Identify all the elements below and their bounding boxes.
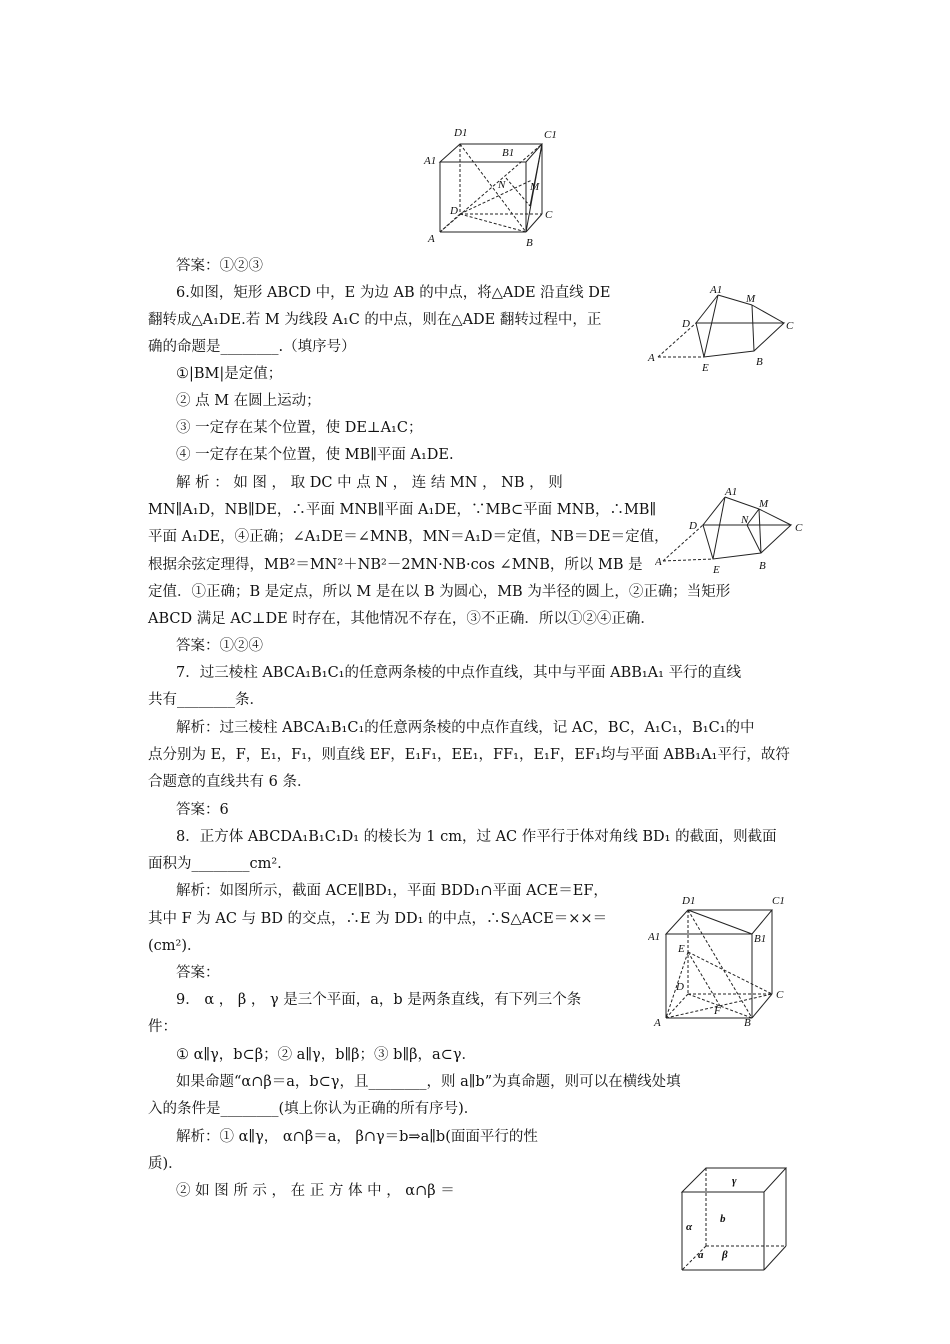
problem-6-line-1: 6.如图，矩形 ABCD 中，E 为边 AB 的中点，将△ADE 沿直线 DE [176,285,611,301]
solution-8-line-2: 其中 F 为 AC 与 BD 的交点，∴E 为 DD₁ 的中点，∴S△ACE＝××＝ [148,911,608,927]
problem-6-option-4: ④ 一定存在某个位置，使 MB∥平面 A₁DE. [176,447,454,463]
label-B1: B1 [502,147,515,159]
problem-6-option-2: ② 点 M 在圆上运动； [176,393,321,409]
label-b: b [720,1213,726,1225]
solution-6-line-2: MN∥A₁D，NB∥DE，∴平面 MNB∥平面 A₁DE，∵MB⊂平面 MNB，∴MB∥ [148,502,657,518]
problem-6-option-3: ③ 一定存在某个位置，使 DE⊥A₁C； [176,420,423,436]
answer-5: 答案：①②③ [176,258,263,274]
label-E: E [713,564,720,575]
solution-9-line-3: ② 如 图 所 示 ， 在 正 方 体 中 ， α∩β ＝ [176,1183,455,1199]
problem-8-line-1: 8．正方体 ABCDA₁B₁C₁D₁ 的棱长为 1 cm，过 AC 作平行于体对角线 BD₁ 的截面，则截面 [176,829,777,845]
label-A: A [648,352,655,364]
label-E: E [678,943,685,955]
solution-7-line-1: 解析：过三棱柱 ABCA₁B₁C₁的任意两条棱的中点作直线，记 AC，BC，A₁C₁，B₁C₁的中 [176,720,755,736]
problem-9-line-4: 如果命题“α∩β＝a，b⊂γ，且________，则 a∥b”为真命题，则可以在横线处填 [176,1074,681,1090]
label-F: F [714,1005,721,1017]
label-D1: D1 [454,127,468,139]
label-B: B [526,237,533,248]
problem-7-line-1: 7．过三棱柱 ABCA₁B₁C₁的任意两条棱的中点作直线，其中与平面 ABB₁A₁ 平行的直线 [176,665,742,681]
label-C: C [786,320,794,332]
solution-6-line-3: 平面 A₁DE，④正确；∠A₁DE＝∠MNB，MN＝A₁D＝定值，NB＝DE＝定值， [148,529,669,545]
label-A: A [654,1017,661,1028]
label-A: A [655,556,662,568]
label-D: D [676,981,684,993]
cube-section-figure [648,892,796,1028]
solution-6-line-4: 根据余弦定理得，MB²＝MN²＋NB²－2MN·NB·cos ∠MNB，所以 MB 是 [148,557,643,573]
label-alpha: α [686,1221,693,1233]
label-C: C [545,209,553,221]
label-N: N [498,179,506,191]
solution-6-line-5: 定值．①正确；B 是定点，所以 M 是在以 B 为圆心，MB 为半径的圆上，②正确；当矩形 [148,584,731,600]
solution-9-line-2: 质)． [148,1156,183,1172]
label-N: N [741,514,749,526]
label-C: C [776,989,784,1001]
label-beta: β [722,1249,728,1261]
label-D: D [450,205,458,217]
problem-6-line-2: 翻转成△A₁DE.若 M 为线段 A₁C 的中点，则在△ADE 翻转过程中，正 [148,312,602,328]
cube-figure-1 [422,122,562,248]
solution-8-line-1: 解析：如图所示，截面 ACE∥BD₁，平面 BDD₁∩平面 ACE＝EF， [176,883,608,899]
problem-9-line-2: 件： [148,1019,177,1035]
solution-8-line-3: (cm²)． [148,938,202,954]
answer-7: 答案：6 [176,802,229,818]
solution-7-line-2: 点分别为 E，F，E₁，F₁，则直线 EF，E₁F₁，EE₁，FF₁，E₁F，EF₁均与平面 ABB₁A₁平行，故符 [148,747,790,763]
label-M: M [530,181,540,193]
label-D: D [682,318,690,330]
problem-8-line-2: 面积为________cm². [148,856,282,872]
cube-planes-figure [676,1160,802,1276]
answer-6: 答案：①②④ [176,638,263,654]
label-M: M [759,498,769,510]
fold-figure-1 [646,285,806,375]
problem-7-line-2: 共有________条． [148,692,264,708]
label-B: B [756,356,763,368]
fold-figure-2 [655,485,813,575]
problem-6-line-3: 确的命题是________.（填序号） [148,339,356,355]
problem-9-line-1: 9． α ， β ， γ 是三个平面，a，b 是两条直线，有下列三个条 [176,992,582,1008]
label-A1: A1 [424,155,437,167]
answer-8: 答案： [176,965,220,981]
label-E: E [702,362,709,374]
label-D: D [689,520,697,532]
label-A1: A1 [648,931,661,943]
label-B1: B1 [754,933,767,945]
problem-6-option-1: ①|BM|是定值； [176,366,283,382]
label-B: B [759,560,766,572]
label-A: A [428,233,435,245]
label-A1: A1 [725,486,738,498]
label-C: C [795,522,803,534]
solution-9-line-1: 解析：① α∥γ， α∩β＝a， β∩γ＝b⇒a∥b(面面平行的性 [176,1129,538,1145]
label-C1: C1 [544,129,557,141]
solution-6-line-6: ABCD 满足 AC⊥DE 时存在，其他情况不存在，③不正确．所以①②④正确． [148,611,655,627]
label-C1: C1 [772,895,785,907]
label-M: M [746,293,756,305]
problem-9-conditions: ① α∥γ，b⊂β；② a∥γ，b∥β；③ b∥β，a⊂γ． [176,1047,476,1063]
label-A1: A1 [710,285,723,296]
label-gamma: γ [732,1175,737,1187]
label-a: a [698,1249,704,1261]
label-D1: D1 [682,895,696,907]
label-B: B [744,1017,751,1028]
solution-6-line-1: 解 析 ： 如 图 ， 取 DC 中 点 N ， 连 结 MN ， NB ， 则 [176,475,563,491]
solution-7-line-3: 合题意的直线共有 6 条． [148,774,312,790]
problem-9-line-5: 入的条件是________(填上你认为正确的所有序号)． [148,1101,479,1117]
